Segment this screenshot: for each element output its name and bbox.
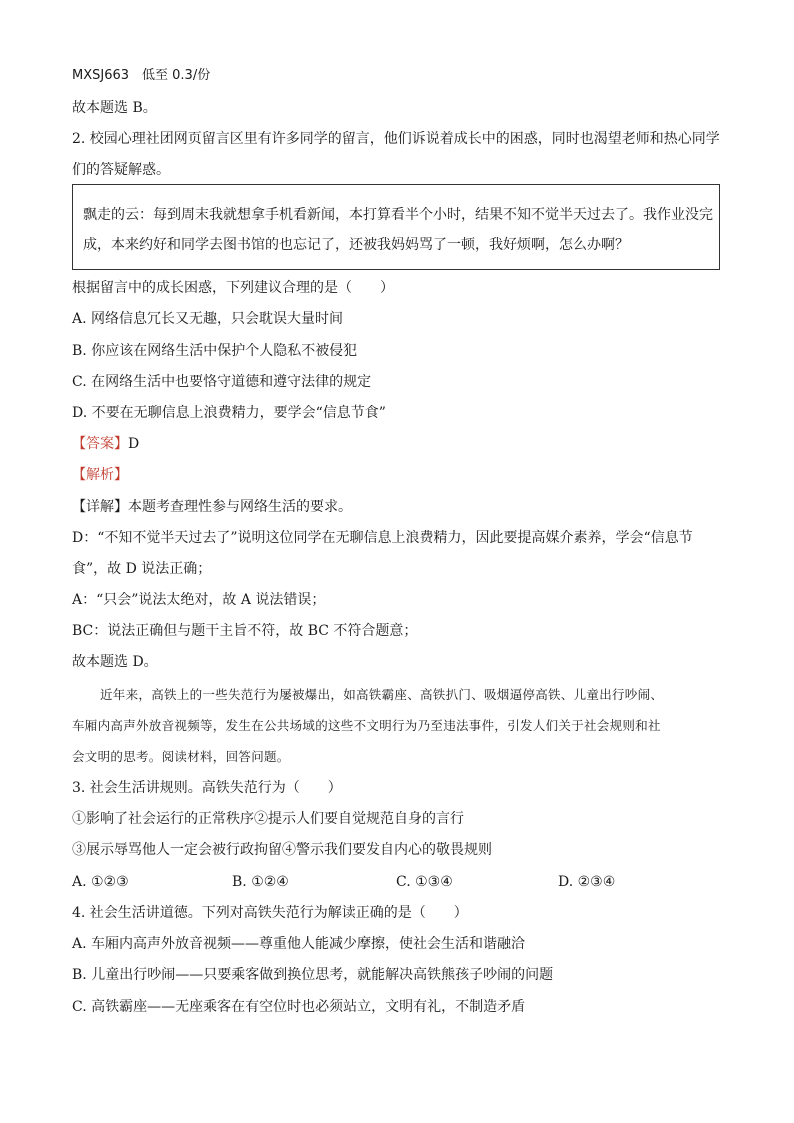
explain-d-line1: D：“不知不觉半天过去了”说明这位同学在无聊信息上浪费精力，因此要提高媒介素养，学会“信息节 (72, 530, 693, 546)
material-line2: 车厢内高声外放音视频等，发生在公共场域的这些不文明行为乃至违法事件，引发人们关于社会规则和社 (72, 718, 661, 733)
answer-label: 【答案】 (72, 436, 128, 452)
page-header: MXSJ663 低至 0.3/份 (72, 68, 211, 83)
q3-option-b: B. ①②④ (232, 874, 289, 890)
q2-stem-line2: 们的答疑解惑。 (72, 162, 170, 178)
detail-label: 【详解】 (72, 499, 128, 515)
q2-conclusion: 故本题选 D。 (72, 654, 158, 670)
q2-option-c: C. 在网络生活中也要恪守道德和遵守法律的规定 (72, 374, 372, 390)
q4-stem: 4. 社会生活讲道德。下列对高铁失范行为解读正确的是（ ） (72, 905, 468, 921)
q2-option-b: B. 你应该在网络生活中保护个人隐私不被侵犯 (72, 343, 358, 359)
analysis-label: 【解析】 (72, 467, 128, 483)
answer-value: D (128, 436, 140, 452)
q3-items-line1: ①影响了社会运行的正常秩序②提示人们要自觉规范自身的言行 (72, 811, 464, 827)
answer-line (72, 434, 722, 454)
message-line1: 飘走的云：每到周末我就想拿手机看新闻，本打算看半个小时，结果不知不觉半天过去了。我作业没完 (83, 207, 713, 223)
q4-option-c: C. 高铁霸座——无座乘客在有空位时也必须站立，文明有礼，不制造矛盾 (72, 999, 526, 1015)
q3-items-line2: ③展示辱骂他人一定会被行政拘留④警示我们要发自内心的敬畏规则 (72, 842, 492, 858)
q2-stem-line1: 2. 校园心理社团网页留言区里有许多同学的留言，他们诉说着成长中的困惑，同时也渴望老师和热心同学 (72, 131, 720, 147)
material-line3: 会文明的思考。阅读材料，回答问题。 (72, 749, 290, 764)
q2-option-d: D. 不要在无聊信息上浪费精力，要学会“信息节食” (72, 405, 386, 421)
q2-option-a: A. 网络信息冗长又无趣，只会耽误大量时间 (72, 311, 344, 327)
explain-bc: BC：说法正确但与题干主旨不符，故 BC 不符合题意； (72, 623, 418, 639)
previous-conclusion: 故本题选 B。 (72, 100, 157, 116)
q4-option-a: A. 车厢内高声外放音视频——尊重他人能减少摩擦，使社会生活和谐融洽 (72, 936, 526, 952)
material-line1: 近年来，高铁上的一些失范行为屡被爆出，如高铁霸座、高铁扒门、吸烟逼停高铁、儿童出行吵闹、 (100, 687, 664, 702)
q3-option-c: C. ①③④ (396, 874, 453, 890)
explain-d-line2: 食”，故 D 说法正确； (72, 561, 212, 577)
message-line2: 成，本来约好和同学去图书馆的也忘记了，还被我妈妈骂了一顿，我好烦啊，怎么办啊？ (83, 237, 629, 253)
q2-question: 根据留言中的成长困惑，下列建议合理的是（ ） (72, 280, 394, 296)
q3-option-a: A. ①②③ (72, 874, 129, 890)
detail-line (72, 497, 722, 517)
explain-a: A：“只会”说法太绝对，故 A 说法错误； (72, 592, 326, 608)
q3-stem: 3. 社会生活讲规则。高铁失范行为（ ） (72, 780, 342, 796)
q3-option-d: D. ②③④ (558, 874, 616, 890)
message-box (72, 184, 720, 270)
q4-option-b: B. 儿童出行吵闹——只要乘客做到换位思考，就能解决高铁熊孩子吵闹的问题 (72, 967, 554, 983)
detail-text: 本题考查理性参与网络生活的要求。 (128, 499, 352, 515)
